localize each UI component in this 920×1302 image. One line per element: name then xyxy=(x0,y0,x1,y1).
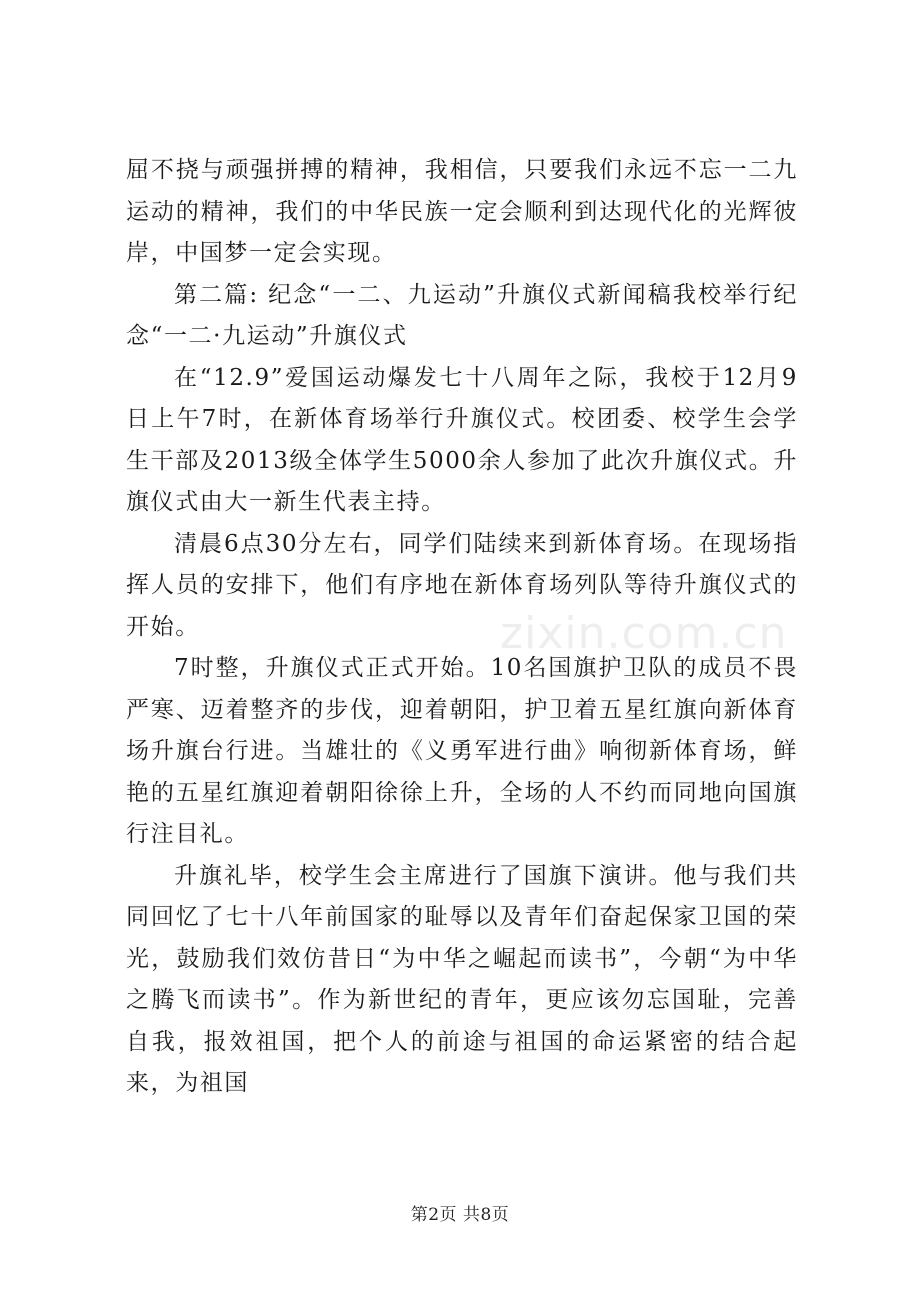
document-body xyxy=(126,150,798,1105)
section-heading: 第二篇: 纪念“一二、九运动”升旗仪式新闻稿我校举行纪念“一二·九运动”升旗仪式 xyxy=(126,281,798,349)
paragraph: 7时整，升旗仪式正式开始。10名国旗护卫队的成员不畏严寒、迈着整齐的步伐，迎着朝阳，护卫着五星红旗向新体育场升旗台行进。当雄壮的《义勇军进行曲》响彻新体育场，鲜艳的五星红旗迎着朝阳徐徐上升，全场的人不约而同地向国旗行注目礼。 xyxy=(126,655,798,847)
paragraph: 在“12.9”爱国运动爆发七十八周年之际，我校于12月9日上午7时，在新体育场举行升旗仪式。校团委、校学生会学生干部及2013级全体学生5000余人参加了此次升旗仪式。升旗仪式由大一新生代表主持。 xyxy=(126,364,798,515)
paragraph: 升旗礼毕，校学生会主席进行了国旗下演讲。他与我们共同回忆了七十八年前国家的耻辱以及青年们奋起保家卫国的荣光，鼓励我们效仿昔日“为中华之崛起而读书”，今朝“为中华之腾飞而读书”。作为新世纪的青年，更应该勿忘国耻，完善自我，报效祖国，把个人的前途与祖国的命运紧密的结合起来，为祖国 xyxy=(126,862,798,1096)
paragraph-continued: 屈不挠与顽强拼搏的精神，我相信，只要我们永远不忘一二九运动的精神，我们的中华民族一定会顺利到达现代化的光辉彼岸，中国梦一定会实现。 xyxy=(126,157,798,266)
watermark: zixin.com.cn xyxy=(500,608,788,659)
paragraph: 清晨6点30分左右，同学们陆续来到新体育场。在现场指挥人员的安排下，他们有序地在新体育场列队等待升旗仪式的开始。 xyxy=(126,530,798,640)
page-footer: 第2页 共8页 xyxy=(410,1205,510,1225)
